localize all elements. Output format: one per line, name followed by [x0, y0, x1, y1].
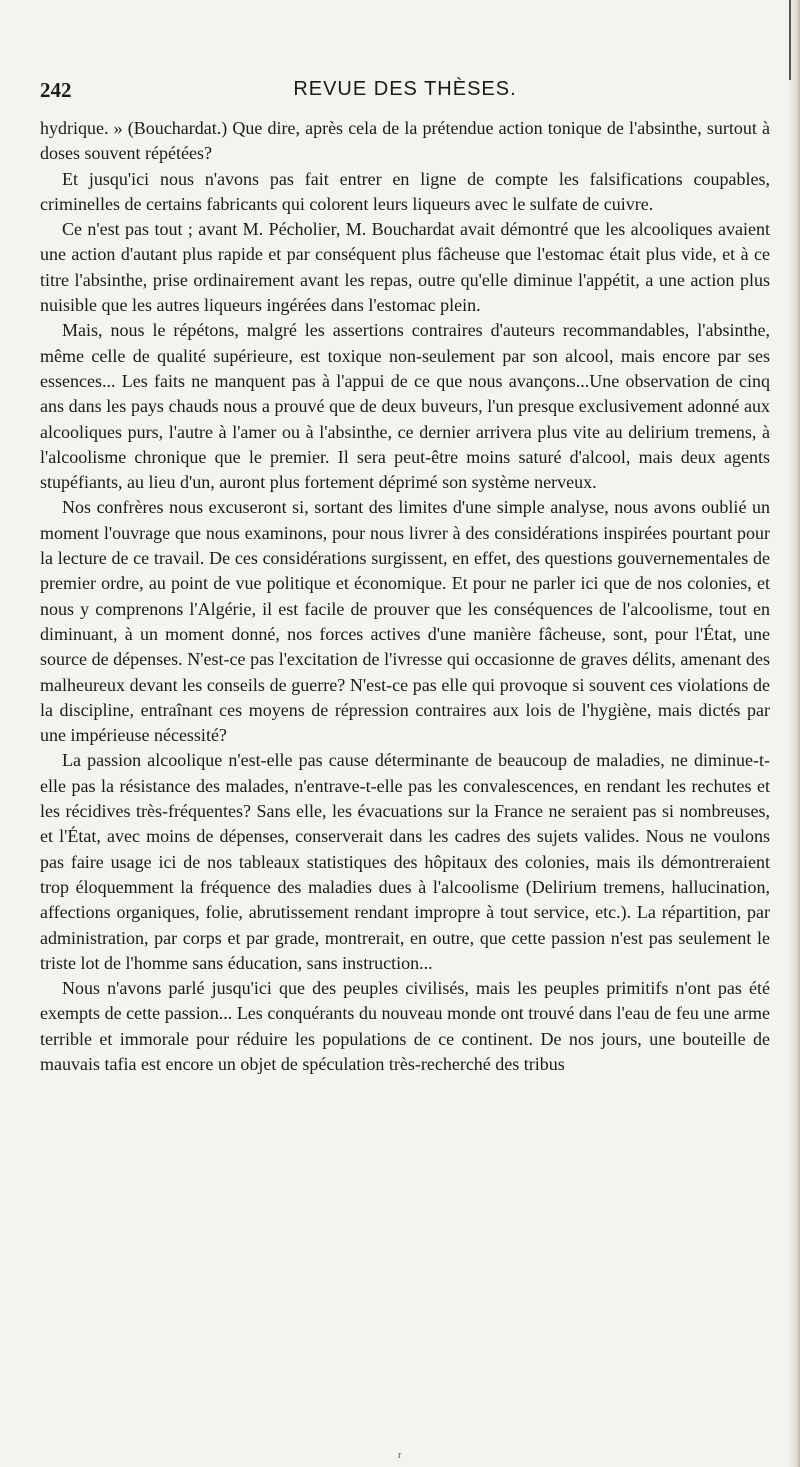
running-head: REVUE DES THÈSES.	[293, 78, 517, 100]
paragraph: Et jusqu'ici nous n'avons pas fait entrer en ligne de compte les falsifications coupables, criminelles de certains fabricants qui colorent leurs liqueurs avec le sulfate de cuivre.	[40, 168, 770, 214]
paragraph: Ce n'est pas tout ; avant M. Pécholier, M. Bouchardat avait démontré que les alcooliques avaient une action d'autant plus rapide et par conséquent plus fâcheuse que l'estomac était plus vide, et à ce titre l'absinthe, prise ordinairement avant les repas, outre qu'elle diminue l'appétit, a une action plus nuisible que les autres liqueurs ingérées dans l'estomac plein.	[40, 219, 770, 316]
page-edge-line	[789, 0, 791, 80]
paragraph: hydrique. » (Bouchardat.) Que dire, après cela de la prétendue action tonique de l'absinthe, surtout à doses souvent répétées?	[40, 118, 770, 164]
paragraph: Nos confrères nous excuseront si, sortant des limites d'une simple analyse, nous avons oublié un moment l'ouvrage que nous examinons, pour nous livrer à des considérations inspirées pourtant pour la lecture de ce travail. De ces considérations surgissent, en effet, des questions gouvernementales de premier ordre, au point de vue politique et économique. Et pour ne parler ici que de nos colonies, et nous y comprenons l'Algérie, il est facile de prouver que les conséquences de l'alcoolisme, tout en diminuant, à un moment donné, nos forces actives d'une manière fâcheuse, sont, pour l'État, une source de dépenses. N'est-ce pas l'excitation de l'ivresse qui occasionne de graves délits, amenant des malheureux devant les conseils de guerre? N'est-ce pas elle qui provoque si souvent ces violations de la discipline, entraînant ces moyens de répression contraires aux lois de l'hygiène, mais dictés par une impérieuse nécessité?	[40, 497, 770, 746]
footer-mark: r	[398, 1450, 402, 1461]
paragraph: Mais, nous le répétons, malgré les assertions contraires d'auteurs recommandables, l'absinthe, même celle de qualité supérieure, est toxique non-seulement par son alcool, mais encore par ses essences... Les faits ne manquent pas à l'appui de ce que nous avançons...Une observation de cinq ans dans les pays chauds nous a prouvé que de deux buveurs, l'un presque exclusivement adonné aux alcooliques purs, l'autre à l'amer ou à l'absinthe, ce dernier arrivera plus vite au delirium tremens, à l'alcoolisme chronique que le premier. Il sera peut-être moins saturé d'alcool, mais deux agents stupéfiants, au lieu d'un, auront plus fortement déprimé son système nerveux.	[40, 320, 770, 493]
page-header	[40, 78, 770, 108]
page-edge	[788, 0, 800, 1467]
page-number: 242	[40, 78, 72, 102]
paragraph: La passion alcoolique n'est-elle pas cause déterminante de beaucoup de maladies, ne diminue-t-elle pas la résistance des malades, n'entrave-t-elle pas les convalescences, en rendant les rechutes et les récidives très-fréquentes? Sans elle, les évacuations sur la France ne seraient pas si nombreuses, et l'État, avec moins de dépenses, conserverait dans les cadres des sujets valides. Nous ne voulons pas faire usage ici de nos tableaux statistiques des hôpitaux des colonies, mais ils démontreraient trop éloquemment la fréquence des maladies dues à l'alcoolisme (Delirium tremens, hallucination, affections organiques, folie, abrutissement rendant impropre à tout service, etc.). La répartition, par administration, par corps et par grade, montrerait, en outre, que cette passion n'est pas seulement le triste lot de l'homme sans éducation, sans instruction...	[40, 750, 770, 973]
paragraph: Nous n'avons parlé jusqu'ici que des peuples civilisés, mais les peuples primitifs n'ont pas été exempts de cette passion... Les conquérants du nouveau monde ont trouvé dans l'eau de feu une arme terrible et immorale pour réduire les populations de ce continent. De nos jours, une bouteille de mauvais tafia est encore un objet de spéculation très-recherché des tribus	[40, 978, 770, 1074]
body-text	[40, 116, 770, 1077]
